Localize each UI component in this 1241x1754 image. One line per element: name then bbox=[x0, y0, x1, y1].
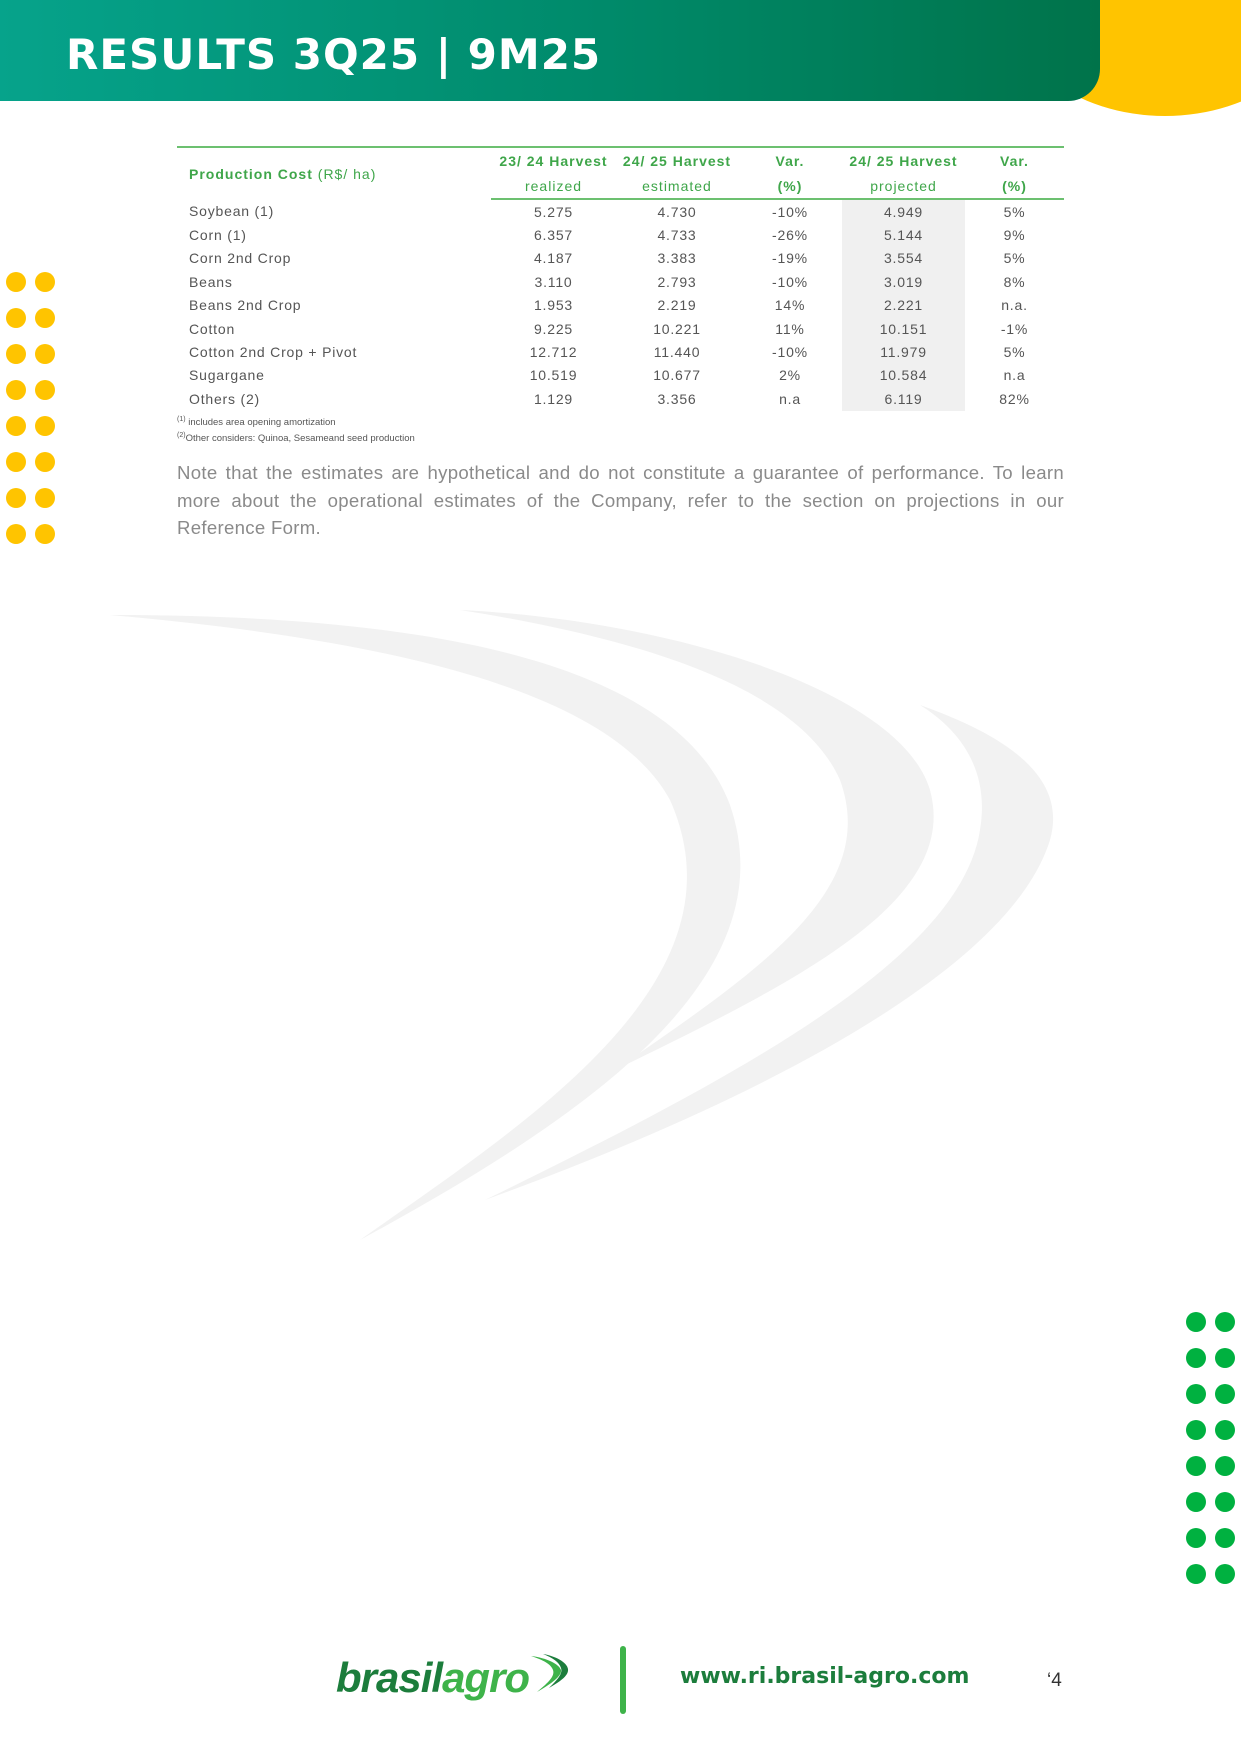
disclaimer-note: Note that the estimates are hypothetical and do not constitute a guarantee of performance. To learn more about the operational estimates of the Company, refer to the section on projections in our Reference Form. bbox=[177, 462, 1064, 538]
table-row bbox=[177, 340, 1064, 363]
table-row bbox=[177, 294, 1064, 317]
table-row bbox=[177, 247, 1064, 270]
production-cost-table bbox=[177, 146, 1064, 411]
table-cell: 14% bbox=[774, 297, 806, 314]
footnote: $^{(1)}$ includes area opening amortization bbox=[177, 415, 336, 428]
table-cell: n.a bbox=[1003, 367, 1026, 384]
production-cost-table-section bbox=[177, 146, 1064, 445]
table-cell: 5% bbox=[1003, 203, 1026, 220]
table-cell: 9.225 bbox=[533, 320, 574, 337]
table-cell: -10% bbox=[772, 344, 808, 361]
table-row bbox=[177, 199, 1064, 223]
table-row bbox=[177, 270, 1064, 293]
decorative-dots-left bbox=[6, 272, 55, 544]
table-cell: 11.440 bbox=[653, 344, 701, 361]
column-header: 24/ 25 Harvest bbox=[616, 147, 738, 173]
column-header: Var. bbox=[965, 147, 1064, 173]
row-label: Others (2) bbox=[189, 390, 261, 407]
table-cell: 2.793 bbox=[657, 273, 697, 290]
table-cell: 4.949 bbox=[842, 199, 965, 223]
table-cell: 1.129 bbox=[533, 390, 574, 407]
table-cell: 3.019 bbox=[842, 270, 965, 293]
footnote: $^{(2)}$Other considers: Quinoa, Sesameand seed production bbox=[177, 431, 415, 444]
table-cell: 10.519 bbox=[529, 367, 578, 384]
table-cell: 3.356 bbox=[657, 390, 697, 407]
row-label: Soybean (1) bbox=[189, 203, 275, 220]
table-cell: 6.357 bbox=[533, 227, 574, 244]
decorative-dots-right bbox=[1186, 1312, 1235, 1584]
table-cell: 10.584 bbox=[842, 364, 965, 387]
table-cell: 2.221 bbox=[842, 294, 965, 317]
row-label: Corn 2nd Crop bbox=[189, 250, 292, 267]
table-cell: 10.221 bbox=[653, 320, 701, 337]
table-cell: 5.144 bbox=[842, 223, 965, 246]
row-label: Cotton 2nd Crop + Pivot bbox=[189, 344, 358, 361]
row-label: Sugargane bbox=[189, 367, 265, 384]
table-cell: 82% bbox=[999, 390, 1030, 407]
column-subheader: projected bbox=[842, 173, 965, 199]
table-cell: 3.554 bbox=[842, 247, 965, 270]
table-cell: 2.219 bbox=[657, 297, 697, 314]
table-cell: 3.383 bbox=[657, 250, 697, 267]
table-row bbox=[177, 364, 1064, 387]
table-cell: 1.953 bbox=[533, 297, 574, 314]
table-cell: -19% bbox=[772, 250, 808, 267]
table-cell: -10% bbox=[772, 203, 808, 220]
column-subheader: estimated bbox=[616, 173, 738, 199]
website-link[interactable]: www.ri.brasil-agro.com bbox=[680, 1664, 970, 1689]
page-title: RESULTS 3Q25 | 9M25 bbox=[66, 30, 602, 79]
table-cell: 8% bbox=[1003, 273, 1026, 290]
row-label: Corn (1) bbox=[189, 227, 247, 244]
table-cell: 10.677 bbox=[653, 367, 701, 384]
table-header-label: Production Cost (R$/ ha) bbox=[177, 147, 491, 199]
table-cell: 9% bbox=[1003, 227, 1026, 244]
table-cell: -10% bbox=[772, 273, 808, 290]
table-cell: 4.733 bbox=[657, 227, 697, 244]
column-subheader: (%) bbox=[738, 173, 842, 199]
table-cell: n.a. bbox=[1001, 297, 1028, 314]
row-label: Beans bbox=[189, 273, 233, 290]
page-header bbox=[0, 0, 1100, 101]
table-cell: 5% bbox=[1003, 250, 1026, 267]
column-header: 24/ 25 Harvest bbox=[842, 147, 965, 173]
table-row bbox=[177, 317, 1064, 340]
watermark-logo-icon bbox=[110, 600, 1070, 1250]
table-row bbox=[177, 223, 1064, 246]
table-cell: 11% bbox=[775, 320, 805, 337]
table-cell: -1% bbox=[1000, 320, 1029, 337]
table-row bbox=[177, 387, 1064, 410]
column-header: Var. bbox=[738, 147, 842, 173]
table-cell: 12.712 bbox=[529, 344, 578, 361]
logo-chevron-icon bbox=[529, 1652, 569, 1694]
table-footnotes bbox=[177, 413, 1064, 445]
table-cell: 4.730 bbox=[657, 203, 697, 220]
brasilagro-logo bbox=[336, 1652, 568, 1710]
table-cell: -26% bbox=[772, 227, 808, 244]
table-header-unit: (R$/ ha) bbox=[317, 165, 377, 182]
column-header: 23/ 24 Harvest bbox=[491, 147, 616, 173]
page-number: ‘4 bbox=[1047, 1670, 1062, 1691]
footer-divider bbox=[620, 1646, 626, 1714]
logo-wordmark: brasilagro bbox=[336, 1654, 530, 1701]
table-cell: 6.119 bbox=[842, 387, 965, 410]
row-label: Beans 2nd Crop bbox=[189, 297, 302, 314]
table-cell: 4.187 bbox=[533, 250, 574, 267]
table-cell: 2% bbox=[779, 367, 801, 384]
table-cell: 3.110 bbox=[534, 273, 573, 290]
table-cell: 5% bbox=[1003, 344, 1026, 361]
table-cell: 10.151 bbox=[842, 317, 965, 340]
table-cell: 5.275 bbox=[533, 203, 574, 220]
column-subheader: (%) bbox=[965, 173, 1064, 199]
row-label: Cotton bbox=[189, 320, 236, 337]
table-cell: 11.979 bbox=[842, 340, 965, 363]
column-subheader: realized bbox=[491, 173, 616, 199]
table-cell: n.a bbox=[779, 390, 801, 407]
